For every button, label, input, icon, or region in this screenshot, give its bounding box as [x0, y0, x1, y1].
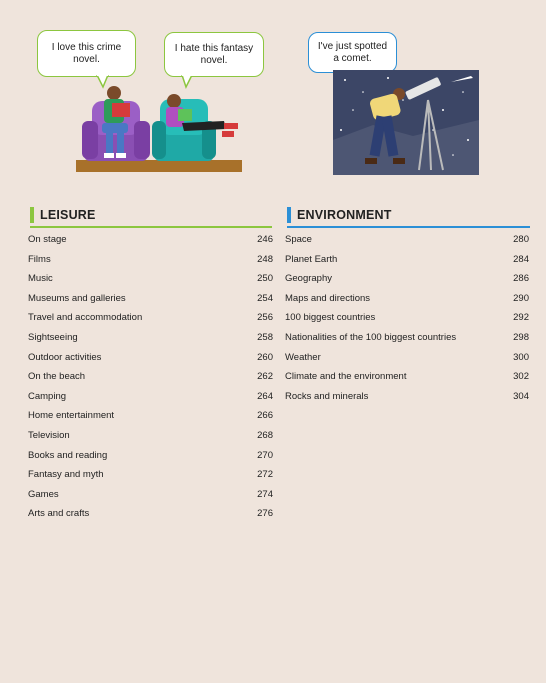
entry-page-number: 254	[257, 292, 273, 304]
environment-heading	[287, 207, 527, 225]
contents-entry	[285, 234, 529, 254]
entry-title: Sightseeing	[28, 332, 78, 343]
entry-page-number: 284	[513, 253, 529, 265]
environment-title: ENVIRONMENT	[297, 208, 392, 222]
entry-title: Films	[28, 253, 51, 265]
contents-entry	[28, 450, 273, 470]
entry-page-number: 266	[257, 410, 273, 422]
contents-entry	[285, 391, 529, 411]
entry-page-number: 270	[257, 449, 273, 461]
entry-title: Geography	[285, 273, 333, 285]
contents-entry	[28, 234, 273, 254]
contents-entry	[28, 391, 273, 411]
entry-title: Outdoor activities	[28, 351, 102, 363]
contents-entry	[285, 273, 529, 293]
entry-page-number: 258	[257, 332, 273, 343]
entry-title: Travel and accommodation	[28, 312, 143, 324]
environment-accent-bar	[287, 207, 291, 223]
contents-entry	[28, 254, 273, 274]
entry-title: Camping	[28, 390, 67, 402]
entry-title: Music	[28, 273, 53, 285]
entry-page-number: 268	[257, 430, 273, 441]
entry-title: Weather	[285, 351, 321, 363]
leisure-contents-list	[28, 234, 273, 534]
contents-entry	[28, 508, 273, 528]
entry-page-number: 290	[513, 292, 529, 304]
speech-bubble-fantasy: I hate this fantasy novel.	[164, 32, 264, 77]
stargazing-illustration	[333, 70, 479, 175]
contents-entry	[28, 430, 273, 450]
entry-title: 100 biggest countries	[285, 312, 376, 324]
contents-entry	[28, 312, 273, 332]
contents-entry	[28, 332, 273, 352]
leisure-accent-bar	[30, 207, 34, 223]
entry-page-number: 248	[257, 253, 273, 265]
entry-title: Fantasy and myth	[28, 469, 104, 481]
contents-entry	[28, 352, 273, 372]
entry-page-number: 274	[257, 488, 273, 500]
entry-page-number: 260	[257, 351, 273, 363]
contents-entry	[28, 371, 273, 391]
entry-title: Rocks and minerals	[285, 390, 369, 402]
entry-page-number: 272	[257, 469, 273, 481]
speech-bubble-comet: I've just spotted a comet.	[308, 32, 397, 73]
contents-entry	[28, 410, 273, 430]
entry-page-number: 256	[257, 312, 273, 324]
contents-entry	[28, 469, 273, 489]
contents-entry	[28, 273, 273, 293]
entry-page-number: 292	[513, 312, 529, 324]
entry-page-number: 298	[513, 332, 529, 343]
entry-title: Planet Earth	[285, 253, 338, 265]
entry-title: Climate and the environment	[285, 371, 407, 383]
entry-title: On stage	[28, 234, 67, 245]
leisure-title: LEISURE	[40, 208, 96, 222]
entry-page-number: 276	[257, 508, 273, 520]
contents-entry	[28, 489, 273, 509]
entry-page-number: 302	[513, 371, 529, 383]
entry-title: On the beach	[28, 371, 86, 383]
entry-title: Space	[285, 234, 312, 245]
contents-entry	[285, 312, 529, 332]
contents-entry	[285, 332, 529, 352]
entry-page-number: 250	[257, 273, 273, 285]
contents-entry	[28, 293, 273, 313]
entry-title: Home entertainment	[28, 410, 115, 422]
environment-rule	[287, 226, 530, 228]
entry-title: Games	[28, 488, 59, 500]
entry-title: Books and reading	[28, 449, 108, 461]
entry-page-number: 280	[513, 234, 529, 245]
contents-entry	[285, 293, 529, 313]
entry-title: Museums and galleries	[28, 292, 126, 304]
contents-entry	[285, 352, 529, 372]
speech-bubble-crime: I love this crime novel.	[37, 30, 136, 77]
leisure-heading	[30, 207, 270, 225]
entry-page-number: 300	[513, 351, 529, 363]
entry-page-number: 246	[257, 234, 273, 245]
contents-entry	[285, 254, 529, 274]
reading-armchairs-illustration	[74, 83, 244, 175]
entry-page-number: 286	[513, 273, 529, 285]
entry-title: Arts and crafts	[28, 508, 90, 520]
entry-title: Television	[28, 430, 70, 441]
environment-contents-list	[285, 234, 529, 414]
entry-page-number: 264	[257, 390, 273, 402]
leisure-rule	[30, 226, 272, 228]
contents-entry	[285, 371, 529, 391]
entry-page-number: 262	[257, 371, 273, 383]
entry-title: Nationalities of the 100 biggest countries	[285, 332, 457, 343]
entry-page-number: 304	[513, 390, 529, 402]
entry-title: Maps and directions	[285, 292, 371, 304]
